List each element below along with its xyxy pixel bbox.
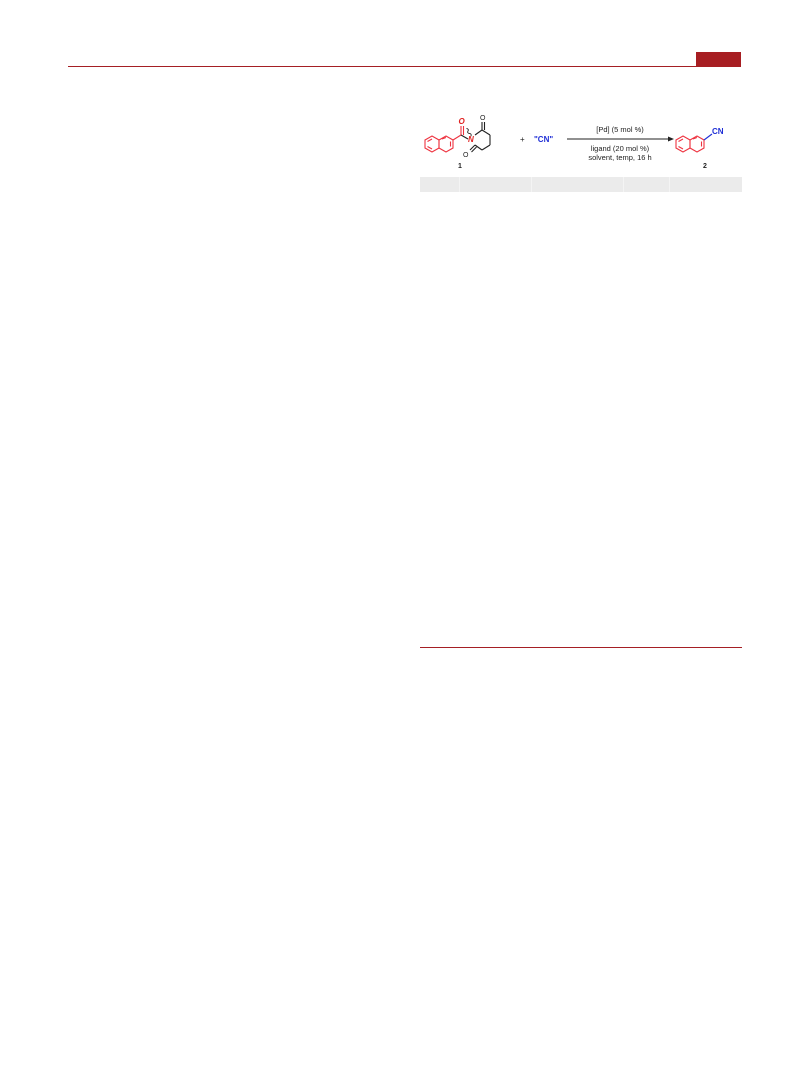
table-header-cell — [670, 177, 742, 192]
substrate-naphthalene — [425, 136, 453, 152]
plus-sign: + — [520, 135, 525, 144]
compound-2-label: 2 — [703, 163, 707, 170]
cn-bond — [461, 135, 468, 139]
reaction-scheme — [420, 108, 742, 174]
carbonyl-oxygen: O — [458, 117, 465, 126]
table-header-cell — [420, 177, 460, 192]
conditions-below-arrow-1: ligand (20 mol %) — [590, 144, 650, 153]
header-rule — [68, 66, 741, 67]
compound-1-label: 1 — [458, 163, 462, 170]
table-header-cell — [624, 177, 670, 192]
product-cn-bond — [704, 134, 712, 140]
reaction-scheme-graphic — [420, 108, 742, 174]
acyl-bonds — [453, 126, 464, 140]
table-bottom-rule — [420, 647, 742, 648]
imide-oxygen-bottom: O — [463, 152, 469, 159]
product-naphthalene — [676, 136, 704, 152]
table-header-cell — [532, 177, 624, 192]
conditions-below-arrow-2: solvent, temp, 16 h — [588, 153, 652, 162]
table-header-cell — [460, 177, 532, 192]
header-page-tab — [696, 52, 741, 67]
table-header-row — [420, 177, 742, 192]
product-nitrile: CN — [712, 127, 724, 136]
imide-oxygen-top: O — [480, 115, 486, 122]
conditions-above-arrow: [Pd] (5 mol %) — [596, 125, 644, 134]
reaction-arrow — [567, 137, 674, 142]
imide-nitrogen: N — [468, 135, 474, 144]
cyanide-reagent: "CN" — [534, 135, 554, 144]
